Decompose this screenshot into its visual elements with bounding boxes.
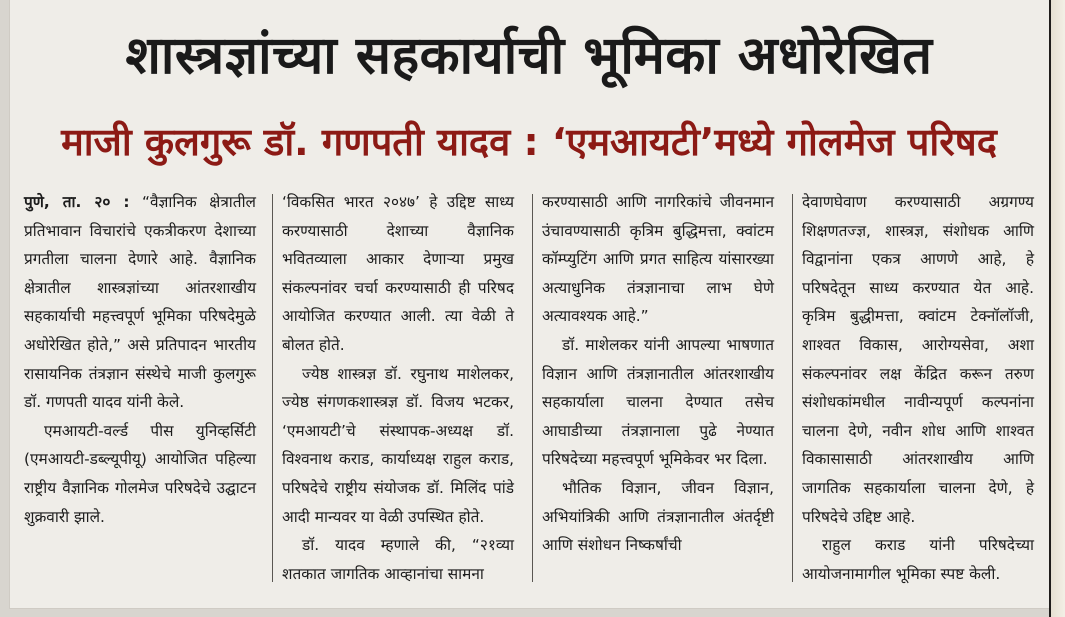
dateline: पुणे, ता. २० :: [24, 193, 130, 211]
column-divider: [532, 194, 533, 582]
article-paragraph: डॉ. माशेलकर यांनी आपल्या भाषणात विज्ञान आणि तंत्रज्ञानातील आंतरशाखीय सहकार्याला चालना देण्यात तसेच आघाडीच्या तंत्रज्ञानाला पुढे नेण्यात परिषदेच्या महत्त्वपूर्ण भूमिकेवर भर दिला.: [542, 335, 774, 469]
article-column-2: [282, 188, 514, 586]
article-paragraph: देवाणघेवाण करण्यासाठी अग्रगण्य शिक्षणतज्ज्ञ, शास्त्रज्ञ, संशोधक आणि विद्वानांना एकत्र आणणे आहे, हे परिषदेतून साध्य करण्यात येत आहे. कृत्रिम बुद्धीमत्ता, क्वांटम टेक्नॉलॉजी, शाश्वत विकास, आरोग्यसेवा, अशा संकल्पनांवर लक्ष केंद्रित करून तरुण संशोधकांमधील नावीन्यपूर्ण कल्पनांना चालना देणे, नवीन शोध आणि शाश्वत विकासासाठी आंतरशाखीय आणि जागतिक सहकार्याला चालना देणे, हे परिषदेचे उद्दिष्ट आहे.: [802, 193, 1034, 526]
paragraph-text: “वैज्ञानिक क्षेत्रातील प्रतिभावान विचारांचे एकत्रीकरण देशाच्या प्रगतीला चालना देणारे आहे. वैज्ञानिक क्षेत्रातील शास्त्रज्ञांच्या आंतरशाखीय सहकार्याची महत्त्वपूर्ण भूमिका परिषदेमुळे अधोरेखित होते,” असे प्रतिपादन भारतीय रासायनिक तंत्रज्ञान संस्थेचे माजी कुलगुरू डॉ. गणपती यादव यांनी केले.: [24, 193, 256, 412]
article-paragraph: [24, 188, 256, 417]
headline: शास्त्रज्ञांच्या सहकार्याची भूमिका अधोरेखित: [125, 26, 933, 86]
article-paragraph: भौतिक विज्ञान, जीवन विज्ञान, अभियांत्रिकी आणि तंत्रज्ञानातील अंतर्दृष्टी आणि संशोधन निष्कर्षांची: [542, 478, 774, 555]
article-column-4: [802, 188, 1034, 586]
column-divider: [792, 194, 793, 582]
article-column-1: [24, 188, 256, 586]
column-divider: [272, 194, 273, 582]
article-body: [24, 188, 1048, 586]
page-edge: [1049, 0, 1065, 617]
article-paragraph: डॉ. यादव म्हणाले की, “२१व्या शतकात जागतिक आव्हानांचा सामना: [282, 536, 514, 583]
article-paragraph: करण्यासाठी आणि नागरिकांचे जीवनमान उंचावण्यासाठी कृत्रिम बुद्धिमत्ता, क्वांटम कॉम्प्युटिंग आणि प्रगत साहित्य यांसारख्या अत्याधुनिक तंत्रज्ञानाचा लाभ घेणे अत्यावश्यक आहे.”: [542, 193, 774, 326]
article-column-3: [542, 188, 774, 586]
article-paragraph: ज्येष्ठ शास्त्रज्ञ डॉ. रघुनाथ माशेलकर, ज्येष्ठ संगणकशास्त्रज्ञ डॉ. विजय भटकर, ‘एमआयटी’चे संस्थापक-अध्यक्ष डॉ. विश्वनाथ कराड, कार्याध्यक्ष राहुल कराड, परिषदेचे राष्ट्रीय संयोजक डॉ. मिलिंद पांडे आदी मान्यवर या वेळी उपस्थित होते.: [282, 364, 514, 526]
article-paragraph: ‘विकसित भारत २०४७’ हे उद्दिष्ट साध्य करण्यासाठी देशाच्या वैज्ञानिक भवितव्याला आकार देणाऱ्या प्रमुख संकल्पनांवर चर्चा करण्यासाठी ही परिषद आयोजित करण्यात आली. त्या वेळी ते बोलत होते.: [282, 193, 514, 354]
article-paragraph: एमआयटी-वर्ल्ड पीस युनिव्हर्सिटी (एमआयटी-डब्ल्यूपीयू) आयोजित पहिल्या राष्ट्रीय वैज्ञानिक गोलमेज परिषदेचे उद्घाटन शुक्रवारी झाले.: [24, 421, 256, 526]
article-paragraph: राहुल कराड यांनी परिषदेच्या आयोजनामागील भूमिका स्पष्ट केली.: [802, 536, 1034, 583]
subheadline: माजी कुलगुरू डॉ. गणपती यादव : ‘एमआयटी’मध्ये गोलमेज परिषद: [61, 120, 997, 164]
